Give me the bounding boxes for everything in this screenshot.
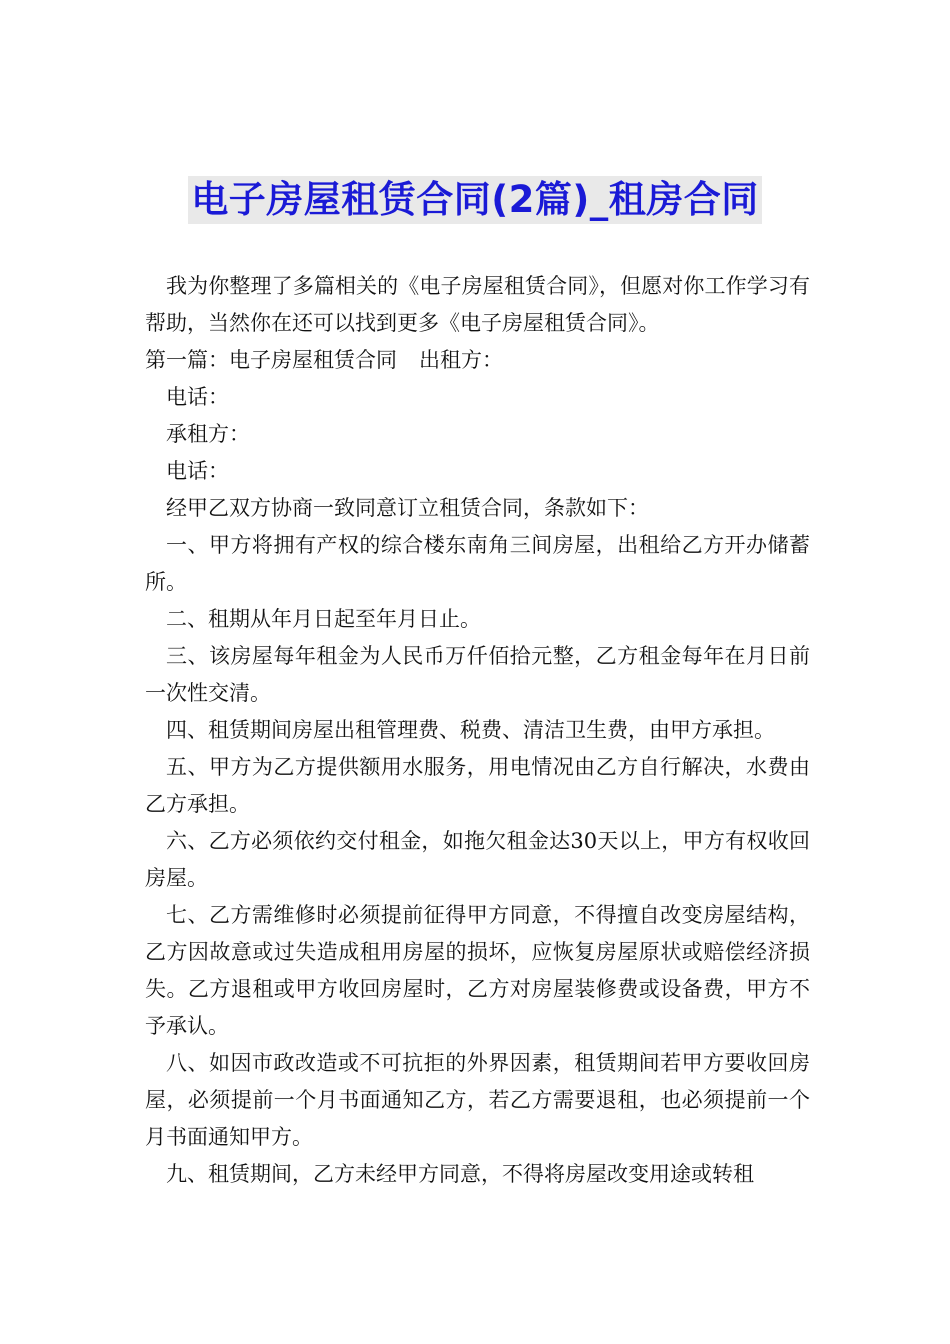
lessor-phone-line: 电话： (166, 385, 229, 409)
document-title: 电子房屋租赁合同(2篇)_租房合同 (188, 176, 762, 224)
clause-7: 七、乙方需维修时必须提前征得甲方同意，不得擅自改变房屋结构，乙方因故意或过失造成租用房屋的损坏，应恢复房屋原状或赔偿经济损失。乙方退租或甲方收回房屋时，乙方对房屋装修费或设备费，甲方不予承认。 (145, 903, 810, 1038)
part-heading-line (145, 342, 810, 379)
title-container (0, 176, 950, 224)
clause-5: 五、甲方为乙方提供额用水服务，用电情况由乙方自行解决，水费由乙方承担。 (145, 755, 810, 816)
clause-9: 九、租赁期间，乙方未经甲方同意，不得将房屋改变用途或转租 (166, 1162, 754, 1186)
part-heading: 第一篇：电子房屋租赁合同 (145, 348, 397, 372)
agreement-intro: 经甲乙双方协商一致同意订立租赁合同，条款如下： (166, 496, 649, 520)
clause-2: 二、租期从年月日起至年月日止。 (166, 607, 481, 631)
document-body (145, 268, 810, 1193)
lessee-line: 承租方： (166, 422, 250, 446)
lessor-label: 出租方： (419, 348, 503, 372)
clause-8: 八、如因市政改造或不可抗拒的外界因素，租赁期间若甲方要收回房屋，必须提前一个月书面通知乙方，若乙方需要退租，也必须提前一个月书面通知甲方。 (145, 1051, 810, 1149)
clause-1: 一、甲方将拥有产权的综合楼东南角三间房屋，出租给乙方开办储蓄所。 (145, 533, 810, 594)
clause-6: 六、乙方必须依约交付租金，如拖欠租金达30天以上，甲方有权收回房屋。 (145, 829, 810, 890)
clause-4: 四、租赁期间房屋出租管理费、税费、清洁卫生费，由甲方承担。 (166, 718, 775, 742)
intro-paragraph: 我为你整理了多篇相关的《电子房屋租赁合同》，但愿对你工作学习有帮助，当然你在还可以找到更多《电子房屋租赁合同》。 (145, 274, 810, 335)
clause-3: 三、该房屋每年租金为人民币万仟佰拾元整，乙方租金每年在月日前一次性交清。 (145, 644, 810, 705)
lessee-phone-line: 电话： (166, 459, 229, 483)
